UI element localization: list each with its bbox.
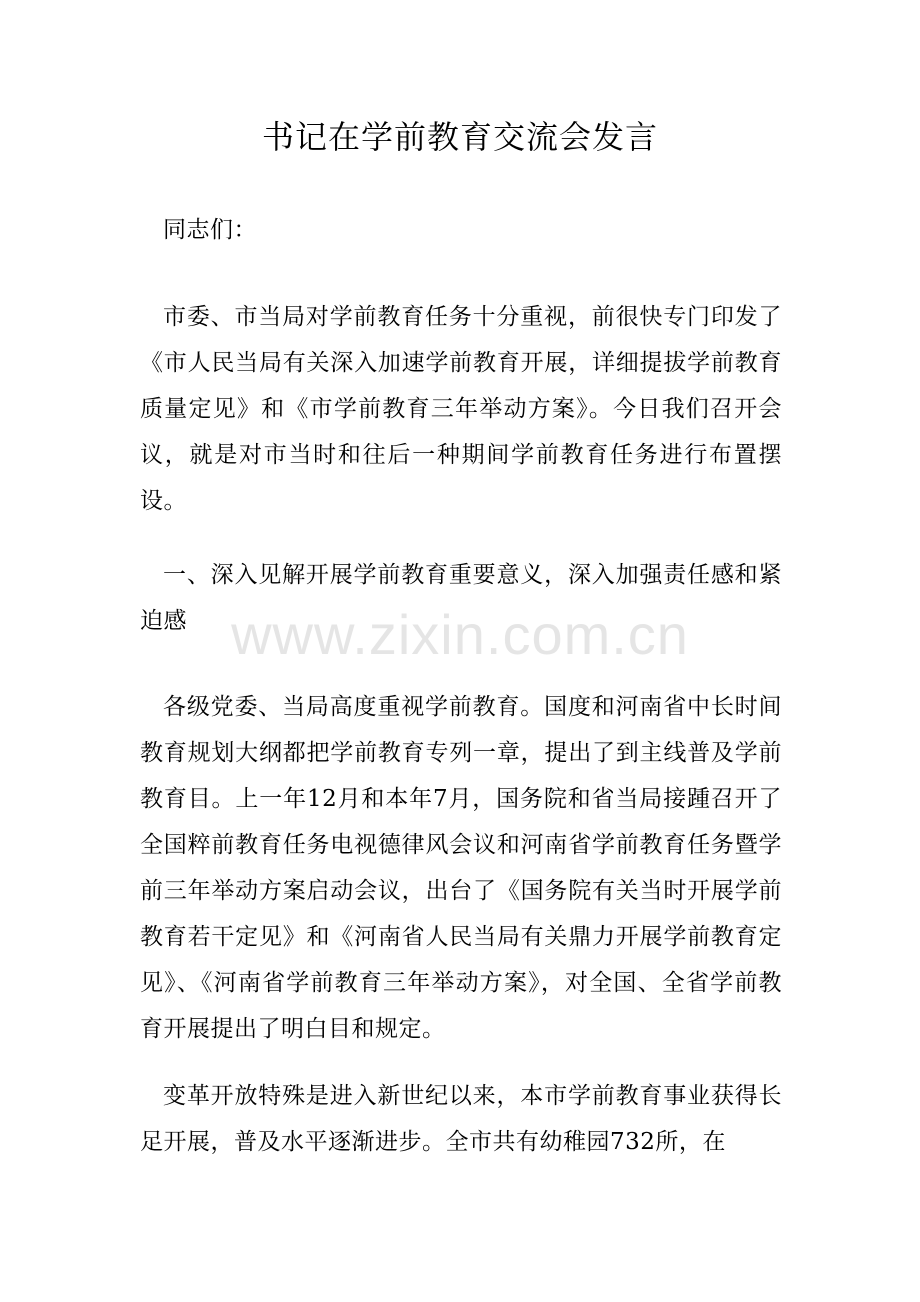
- section-heading-1: 一、深入见解开展学前教育重要意义，深入加强责任感和紧迫感: [140, 562, 782, 634]
- site-watermark: www.zixin.com.cn: [231, 603, 689, 666]
- paragraph-intro: 市委、市当局对学前教育任务十分重视，前很快专门印发了《市人民当局有关深入加速学前教育开展，详细提拔学前教育质量定见》和《市学前教育三年举动方案》。今日我们召开会议，就是对市当时和往后一种期间学前教育任务进行布置摆设。: [140, 304, 782, 514]
- paragraph-party-government: 各级党委、当局高度重视学前教育。国度和河南省中长时间教育规划大纲都把学前教育专列一章，提出了到主线普及学前教育目。上一年12月和本年7月，国务院和省当局接踵召开了全国粹前教育任务电视德律风会议和河南省学前教育任务暨学前三年举动方案启动会议，出台了《国务院有关当时开展学前教育若干定见》和《河南省人民当局有关鼎力开展学前教育定见》、《河南省学前教育三年举动方案》，对全国、全省学前教育开展提出了明白目和规定。: [140, 694, 782, 1042]
- paragraph-reform: 变革开放特殊是进入新世纪以来，本市学前教育事业获得长足开展，普及水平逐渐进步。全市共有幼稚园732所，在: [140, 1083, 782, 1155]
- greeting-line: 同志们：: [163, 217, 257, 243]
- document-title: 书记在学前教育交流会发言: [261, 118, 658, 156]
